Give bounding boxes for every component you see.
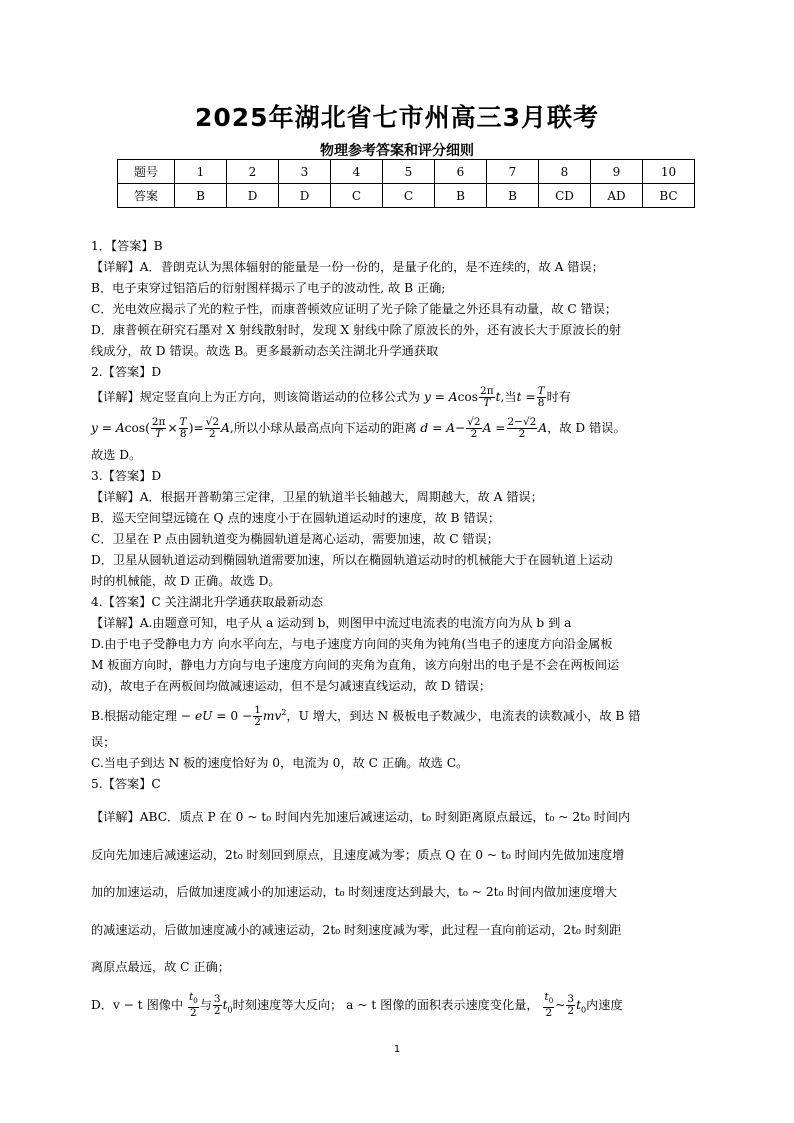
text-segment: D．v − t 图像中 bbox=[91, 997, 184, 1012]
formula: $\frac{t_0}{2}$ ~ $\frac{3}{2}$ $t_0$ bbox=[544, 990, 587, 1019]
answer-heading: 3.【答案】D bbox=[91, 469, 162, 483]
text-segment: ，故 D 错误。 bbox=[547, 421, 626, 435]
text-segment: 【详解】规定竖直向上为正方向，则该简谐运动的位移公式为 bbox=[91, 390, 421, 404]
text-line: D．卫星从圆轨道运动到椭圆轨道需要加速，所以在椭圆轨道运动时的机械能大于在圆轨道上运动 bbox=[91, 553, 613, 567]
text-line: M 板面方向时，静电力方向与电子速度方向间的夹角为直角，该方向射出的电子是不会在两板间运 bbox=[91, 658, 620, 672]
text-line: 线成分，故 D 错误。故选 B。更多最新动态关注湖北升学通获取 bbox=[91, 344, 439, 358]
table-cell: B bbox=[487, 184, 539, 208]
formula: y = Acos $\frac{2\pi}{T}$ t,当t = $\frac{T}{8}$ bbox=[423, 385, 545, 409]
table-cell: 3 bbox=[279, 160, 331, 184]
table-cell: B bbox=[175, 184, 227, 208]
answer-heading: 5.【答案】C bbox=[91, 777, 161, 792]
text-line: C.当电子到达 N 板的速度恰好为 0，电流为 0，故 C 正确。故选 C。 bbox=[91, 756, 469, 771]
text-segment: a ~ t 图像的面积表示速度变化量， bbox=[346, 997, 539, 1012]
text-line: 动)，故电子在两板间均做减速运动，但不是匀减速直线运动，故 D 错误； bbox=[91, 679, 492, 693]
text-line: D．康普顿在研究石墨对 X 射线散射时，发现 X 射线中除了原波长的外，还有波长大于原波长的射 bbox=[91, 323, 622, 337]
table-cell: C bbox=[331, 184, 383, 208]
table-cell: 4 bbox=[331, 160, 383, 184]
answer-heading: 4.【答案】C 关注湖北升学通获取最新动态 bbox=[91, 595, 324, 609]
table-cell: B bbox=[435, 184, 487, 208]
formula-line bbox=[91, 383, 716, 411]
answer-table bbox=[117, 159, 695, 208]
table-cell: 9 bbox=[591, 160, 643, 184]
formula-line bbox=[91, 697, 716, 732]
solutions-body bbox=[91, 236, 716, 1029]
table-cell: AD bbox=[591, 184, 643, 208]
text-line: C．光电效应揭示了光的粒子性，而康普顿效应证明了光子除了能量之外还具有动量，故 C 错误； bbox=[91, 302, 618, 316]
table-cell: 6 bbox=[435, 160, 487, 184]
table-cell: D bbox=[279, 184, 331, 208]
table-cell: C bbox=[383, 184, 435, 208]
text-line: 时的机械能，故 D 正确。故选 D。 bbox=[91, 574, 281, 588]
text-line: 的减速运动，后做加速度减小的减速运动，2t₀ 时刻速度减为零，此过程一直向前运动，2t₀ 时刻距 bbox=[91, 922, 622, 937]
page-title: 2025年湖北省七市州高三3月联考 bbox=[195, 103, 599, 132]
text-line: 【详解】A．根据开普勒第三定律，卫星的轨道半长轴越大，周期越大，故 A 错误； bbox=[91, 490, 543, 504]
answer-heading: 2.【答案】D bbox=[91, 365, 162, 379]
table-cell: D bbox=[227, 184, 279, 208]
table-cell: 8 bbox=[539, 160, 591, 184]
formula: $\frac{t_0}{2}$ 与 $\frac{3}{2}$ $t_0$ bbox=[189, 990, 233, 1019]
table-cell: 2 bbox=[227, 160, 279, 184]
table-row-numbers bbox=[118, 160, 695, 184]
text-line: 【详解】A.由题意可知，电子从 a 运动到 b，则图甲中流过电流表的电流方向为从 b 到 a bbox=[91, 616, 572, 630]
text-line: 加的加速运动，后做加速度减小的加速运动，t₀ 时刻速度达到最大，t₀ ~ 2t₀ 时间内做加速度增大 bbox=[91, 885, 617, 900]
formula-line bbox=[91, 411, 716, 445]
table-cell: BC bbox=[643, 184, 695, 208]
formula-line bbox=[91, 987, 716, 1029]
formula: − eU = 0 − $\frac{1}{2}$ $mv^2$ bbox=[180, 704, 287, 729]
page-number: 1 bbox=[393, 1044, 401, 1055]
text-line: 离原点最远，故 C 正确； bbox=[91, 960, 230, 975]
text-segment: 内速度 bbox=[586, 997, 623, 1012]
table-cell: 10 bbox=[643, 160, 695, 184]
formula: d = A− $\frac{√2}{2}$ A = $\frac{2-√2}{2}$ A bbox=[420, 416, 548, 440]
table-header-cell: 题号 bbox=[118, 160, 175, 184]
text-segment: 时刻速度等大反向； bbox=[232, 997, 343, 1012]
table-cell: 5 bbox=[383, 160, 435, 184]
text-line: D.由于电子受静电力方 向水平向左，与电子速度方向间的夹角为钝角(当电子的速度方向沿金属板 bbox=[91, 637, 613, 651]
text-line: 【详解】ABC．质点 P 在 0 ~ t₀ 时间内先加速后减速运动，t₀ 时刻距离原点最远，t₀ ~ 2t₀ 时间内 bbox=[91, 810, 631, 825]
table-cell: CD bbox=[539, 184, 591, 208]
text-line: 【详解】A．普朗克认为黑体辐射的能量是一份一份的，是量子化的，是不连续的，故 A 错误； bbox=[91, 260, 604, 274]
text-line: C．卫星在 P 点由圆轨道变为椭圆轨道是离心运动，需要加速，故 C 错误； bbox=[91, 532, 499, 546]
text-line: 故选 D。 bbox=[91, 448, 142, 462]
answer-heading: 1．【答案】B bbox=[91, 239, 163, 253]
text-segment: B.根据动能定理 bbox=[91, 709, 177, 724]
table-header-cell: 答案 bbox=[118, 184, 175, 208]
text-line: B．电子束穿过铝箔后的衍射图样揭示了电子的波动性, 故 B 正确; bbox=[91, 281, 446, 295]
page-subtitle: 物理参考答案和评分细则 bbox=[320, 143, 474, 159]
text-line: 误； bbox=[91, 735, 116, 750]
text-line: B．巡天空间望远镜在 Q 点的速度小于在圆轨道运动时的速度，故 B 错误； bbox=[91, 511, 501, 525]
text-segment: ，U 增大，到达 N 极板电子数减少，电流表的读数减小，故 B 错 bbox=[286, 709, 641, 724]
formula: y = Acos( $\frac{2\pi}{T}$ × $\frac{T}{8}$ )= $\frac{√2}{2}$ A bbox=[91, 416, 230, 440]
text-line: 反向先加速后减速运动，2t₀ 时刻回到原点，且速度减为零；质点 Q 在 0 ~ t₀ 时间内先做加速度增 bbox=[91, 847, 625, 862]
text-segment: ,所以小球从最高点向下运动的距离 bbox=[229, 421, 417, 435]
table-cell: 7 bbox=[487, 160, 539, 184]
text-segment: 时有 bbox=[546, 390, 571, 404]
table-row-answers bbox=[118, 184, 695, 208]
table-cell: 1 bbox=[175, 160, 227, 184]
